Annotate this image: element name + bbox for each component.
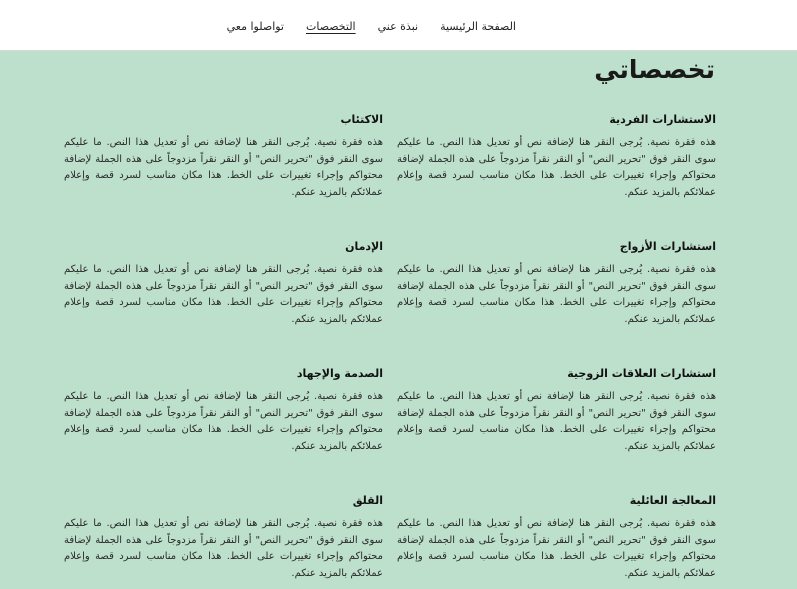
- top-navigation-bar: [0, 0, 797, 51]
- service-description: هذه فقرة نصية. يُرجى النقر هنا لإضافة نص أو تعديل هذا النص. ما عليكم سوى النقر فوق "تحرير النص" أو النقر نقراً مزدوجاً على هذه الجملة لإضافة محتواكم وإجراء تغييرات على الخط. هذا مكان مناسب لسرد قصة وإعلام عملائكم بالمزيد عنكم.: [397, 518, 716, 579]
- service-description: هذه فقرة نصية. يُرجى النقر هنا لإضافة نص أو تعديل هذا النص. ما عليكم سوى النقر فوق "تحرير النص" أو النقر نقراً مزدوجاً على هذه الجملة لإضافة محتواكم وإجراء تغييرات على الخط. هذا مكان مناسب لسرد قصة وإعلام عملائكم بالمزيد عنكم.: [64, 391, 383, 452]
- service-card-depression: [64, 113, 383, 208]
- service-card-individual-counseling: [397, 113, 716, 208]
- service-card-addiction: [64, 240, 383, 335]
- service-card-trauma-stress: [64, 367, 383, 462]
- service-description: هذه فقرة نصية. يُرجى النقر هنا لإضافة نص أو تعديل هذا النص. ما عليكم سوى النقر فوق "تحرير النص" أو النقر نقراً مزدوجاً على هذه الجملة لإضافة محتواكم وإجراء تغييرات على الخط. هذا مكان مناسب لسرد قصة وإعلام عملائكم بالمزيد عنكم.: [397, 264, 716, 325]
- service-title: المعالجة العائلية: [629, 494, 716, 507]
- service-description: هذه فقرة نصية. يُرجى النقر هنا لإضافة نص أو تعديل هذا النص. ما عليكم سوى النقر فوق "تحرير النص" أو النقر نقراً مزدوجاً على هذه الجملة لإضافة محتواكم وإجراء تغييرات على الخط. هذا مكان مناسب لسرد قصة وإعلام عملائكم بالمزيد عنكم.: [64, 518, 383, 579]
- service-card-couples-counseling: [397, 240, 716, 335]
- service-title: استشارات العلاقات الزوجية: [567, 367, 716, 380]
- service-description: هذه فقرة نصية. يُرجى النقر هنا لإضافة نص أو تعديل هذا النص. ما عليكم سوى النقر فوق "تحرير النص" أو النقر نقراً مزدوجاً على هذه الجملة لإضافة محتواكم وإجراء تغييرات على الخط. هذا مكان مناسب لسرد قصة وإعلام عملائكم بالمزيد عنكم.: [397, 391, 716, 452]
- nav-link-specialties[interactable]: التخصصات: [306, 20, 356, 33]
- service-card-anxiety: [64, 494, 383, 589]
- service-card-marriage-counseling: [397, 367, 716, 462]
- page-title: تخصصاتي: [594, 55, 715, 84]
- service-title: الاكتئاب: [340, 113, 383, 126]
- service-title: الاستشارات الفردية: [609, 113, 716, 126]
- service-title: استشارات الأزواج: [619, 240, 716, 253]
- nav-link-about[interactable]: نبذة عني: [377, 20, 419, 33]
- service-title: القلق: [352, 494, 383, 507]
- nav-link-contact[interactable]: تواصلوا معي: [226, 20, 284, 33]
- service-title: الصدمة والإجهاد: [296, 367, 383, 380]
- nav-item-specialties: [306, 15, 356, 34]
- service-description: هذه فقرة نصية. يُرجى النقر هنا لإضافة نص أو تعديل هذا النص. ما عليكم سوى النقر فوق "تحرير النص" أو النقر نقراً مزدوجاً على هذه الجملة لإضافة محتواكم وإجراء تغييرات على الخط. هذا مكان مناسب لسرد قصة وإعلام عملائكم بالمزيد عنكم.: [64, 137, 383, 198]
- nav-item-home: [440, 15, 516, 34]
- services-grid: [64, 113, 716, 589]
- nav-item-about: [378, 15, 418, 34]
- service-description: هذه فقرة نصية. يُرجى النقر هنا لإضافة نص أو تعديل هذا النص. ما عليكم سوى النقر فوق "تحرير النص" أو النقر نقراً مزدوجاً على هذه الجملة لإضافة محتواكم وإجراء تغييرات على الخط. هذا مكان مناسب لسرد قصة وإعلام عملائكم بالمزيد عنكم.: [64, 264, 383, 325]
- service-card-family-therapy: [397, 494, 716, 589]
- service-title: الإدمان: [345, 240, 383, 253]
- nav-item-contact: [227, 15, 284, 34]
- service-description: هذه فقرة نصية. يُرجى النقر هنا لإضافة نص أو تعديل هذا النص. ما عليكم سوى النقر فوق "تحرير النص" أو النقر نقراً مزدوجاً على هذه الجملة لإضافة محتواكم وإجراء تغييرات على الخط. هذا مكان مناسب لسرد قصة وإعلام عملائكم بالمزيد عنكم.: [397, 137, 716, 198]
- nav-link-home[interactable]: الصفحة الرئيسية: [440, 20, 516, 33]
- specialties-section: [0, 51, 797, 582]
- nav-menu: [227, 15, 516, 34]
